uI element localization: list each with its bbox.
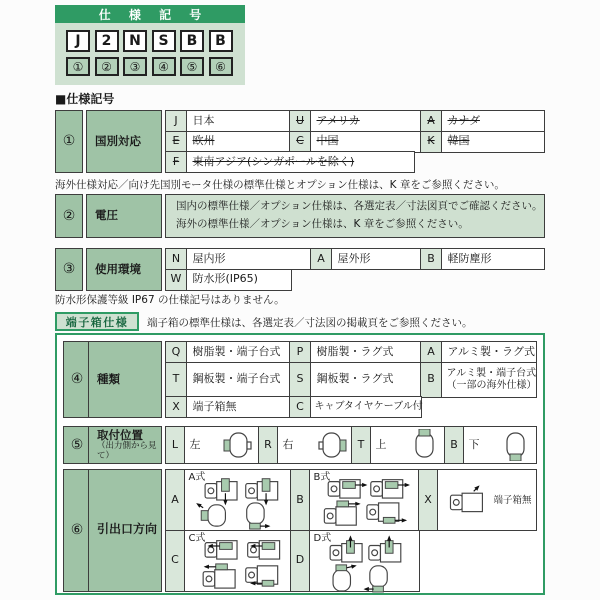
outlet-diagram-x: [437, 469, 538, 531]
row-label: 種類: [88, 341, 162, 418]
desc-cell: 日本: [186, 110, 291, 132]
code-cell: A: [420, 110, 442, 132]
outlet-diagram-d: [309, 530, 420, 592]
row-number: ④: [63, 341, 91, 418]
desc-cell: 鋼板製・ラグ式: [310, 362, 422, 398]
code-cell: T: [351, 426, 371, 464]
position-cell-bottom: [463, 426, 538, 464]
code-cell: E: [165, 131, 187, 153]
code-cell: C: [289, 131, 311, 153]
code-cell: X: [418, 469, 438, 531]
position-cell-left: [184, 426, 260, 464]
position-kanji: 下: [468, 437, 480, 451]
desc-cell: 樹脂製・端子台式: [186, 341, 291, 363]
position-kanji: 左: [189, 437, 201, 451]
motor-position-bottom-icon: [500, 429, 531, 461]
code-cell: C: [165, 530, 185, 592]
row-label: 電圧: [86, 194, 162, 238]
spec-num-box: ⑤: [180, 57, 204, 76]
diagram-title: B式: [313, 472, 331, 483]
environment-table: [55, 248, 545, 290]
voltage-line-2: 海外の標準仕様／オプション仕様は、K 章をご参照ください。: [176, 218, 469, 230]
no-terminal-box-label: 端子箱無: [493, 495, 532, 506]
outlet-diagram-a: [184, 469, 292, 531]
desc-cell: 東南アジア(シンガポールを除く): [186, 151, 416, 173]
code-cell: T: [165, 362, 187, 398]
code-column-6: [209, 30, 233, 76]
desc-cell: カナダ: [441, 110, 546, 132]
spec-code-box: J: [66, 30, 90, 52]
code-cell: C: [289, 396, 311, 418]
section-heading-spec: ■仕様記号: [55, 92, 115, 106]
row-number: ③: [55, 248, 83, 291]
terminal-section-tag: 端子箱仕様: [55, 312, 139, 331]
code-cell: N: [165, 248, 187, 270]
row-label: [88, 426, 162, 464]
desc-cell: 中国: [310, 131, 422, 153]
country-table: [55, 110, 545, 173]
desc-cell: キャブタイヤケーブル付: [310, 396, 422, 418]
terminal-section-box: [55, 333, 545, 595]
code-cell: A: [310, 248, 332, 270]
code-cell: Q: [165, 341, 187, 363]
spec-num-box: ③: [123, 57, 147, 76]
code-column-1: [66, 30, 90, 76]
motor-position-left-icon: [223, 429, 254, 461]
code-cell: S: [289, 362, 311, 398]
code-column-5: [180, 30, 204, 76]
desc-cell: 屋内形: [186, 248, 312, 270]
code-cell: B: [420, 248, 442, 270]
code-cell: U: [289, 110, 311, 132]
code-column-2: [95, 30, 119, 76]
code-cell: J: [165, 110, 187, 132]
diagram-title: D式: [313, 532, 332, 544]
code-cell: L: [165, 426, 185, 464]
desc-cell: 軽防塵形: [441, 248, 546, 270]
panel-title: 仕 様 記 号: [55, 5, 245, 23]
desc-cell: 樹脂製・ラグ式: [310, 341, 422, 363]
desc-cell: アメリカ: [310, 110, 422, 132]
desc-cell: 屋外形: [331, 248, 422, 270]
kind-b-line-2: （一部の海外仕様）: [446, 379, 537, 391]
terminal-section-note: 端子箱の標準仕様は、各選定表／寸法図の掲載頁をご参照ください。: [147, 317, 473, 329]
spec-num-box: ②: [95, 57, 119, 76]
code-cell: R: [258, 426, 278, 464]
code-cell: A: [420, 341, 442, 363]
voltage-text-cell: [165, 194, 545, 238]
code-column-3: [123, 30, 147, 76]
spec-num-box: ④: [152, 57, 176, 76]
voltage-line-1: 国内の標準仕様／オプション仕様は、各選定表／寸法図頁でご確認ください。: [176, 200, 543, 213]
spec-code-panel: [55, 5, 245, 85]
diagram-title: A式: [188, 472, 206, 483]
code-column-4: [152, 30, 176, 76]
position-kanji: 上: [375, 437, 387, 451]
code-cell: D: [290, 530, 310, 592]
panel-body: [55, 23, 245, 85]
desc-cell: 端子箱無: [186, 396, 291, 418]
motor-position-right-icon: [316, 429, 347, 461]
position-label-sub: （出力側から見て）: [97, 440, 157, 461]
country-note: 海外仕様対応／向け先国別モータ仕様の標準仕様とオプション仕様は、K 章をご参照ください。: [55, 179, 505, 191]
code-cell: A: [165, 469, 185, 531]
kind-b-line-1: アルミ製・端子台式: [446, 368, 537, 379]
code-cell: B: [420, 362, 442, 398]
code-cell: K: [420, 131, 442, 153]
outlet-diagram-c: [184, 530, 292, 592]
spec-num-box: ⑥: [209, 57, 233, 76]
position-cell-right: [277, 426, 353, 464]
row-number: ②: [55, 194, 83, 238]
code-cell: P: [289, 341, 311, 363]
row-label: 国別対応: [86, 110, 162, 173]
code-cell: W: [165, 269, 187, 291]
spec-code-box: S: [152, 30, 176, 52]
desc-cell: 欧州: [186, 131, 291, 153]
row-number: ①: [55, 110, 83, 173]
motor-position-top-icon: [409, 429, 440, 461]
desc-cell: [441, 362, 538, 398]
position-cell-top: [370, 426, 446, 464]
outlet-diagram-b: [309, 469, 420, 531]
desc-cell: アルミ製・ラグ式: [441, 341, 538, 363]
position-kanji: 右: [282, 437, 294, 451]
desc-cell: 韓国: [441, 131, 546, 153]
row-number: ⑤: [63, 426, 91, 464]
spec-code-box: 2: [95, 30, 119, 52]
code-cell: F: [165, 151, 187, 173]
position-label: 取付位置: [97, 427, 143, 442]
row-number: ⑥: [63, 469, 91, 592]
desc-cell: 防水形(IP65): [186, 269, 292, 291]
diagram-title: C式: [188, 532, 206, 544]
row-label: 使用環境: [86, 248, 162, 291]
environment-note: 防水形保護等級 IP67 の仕様記号はありません。: [55, 294, 285, 306]
code-cell: B: [290, 469, 310, 531]
spec-code-box: B: [180, 30, 204, 52]
voltage-table: [55, 194, 545, 238]
spec-num-box: ①: [66, 57, 90, 76]
code-cell: B: [444, 426, 464, 464]
code-cell: X: [165, 396, 187, 418]
spec-code-box: N: [123, 30, 147, 52]
desc-cell: 鋼板製・端子台式: [186, 362, 291, 398]
row-label: 引出口方向: [88, 469, 162, 592]
spec-code-box: B: [209, 30, 233, 52]
